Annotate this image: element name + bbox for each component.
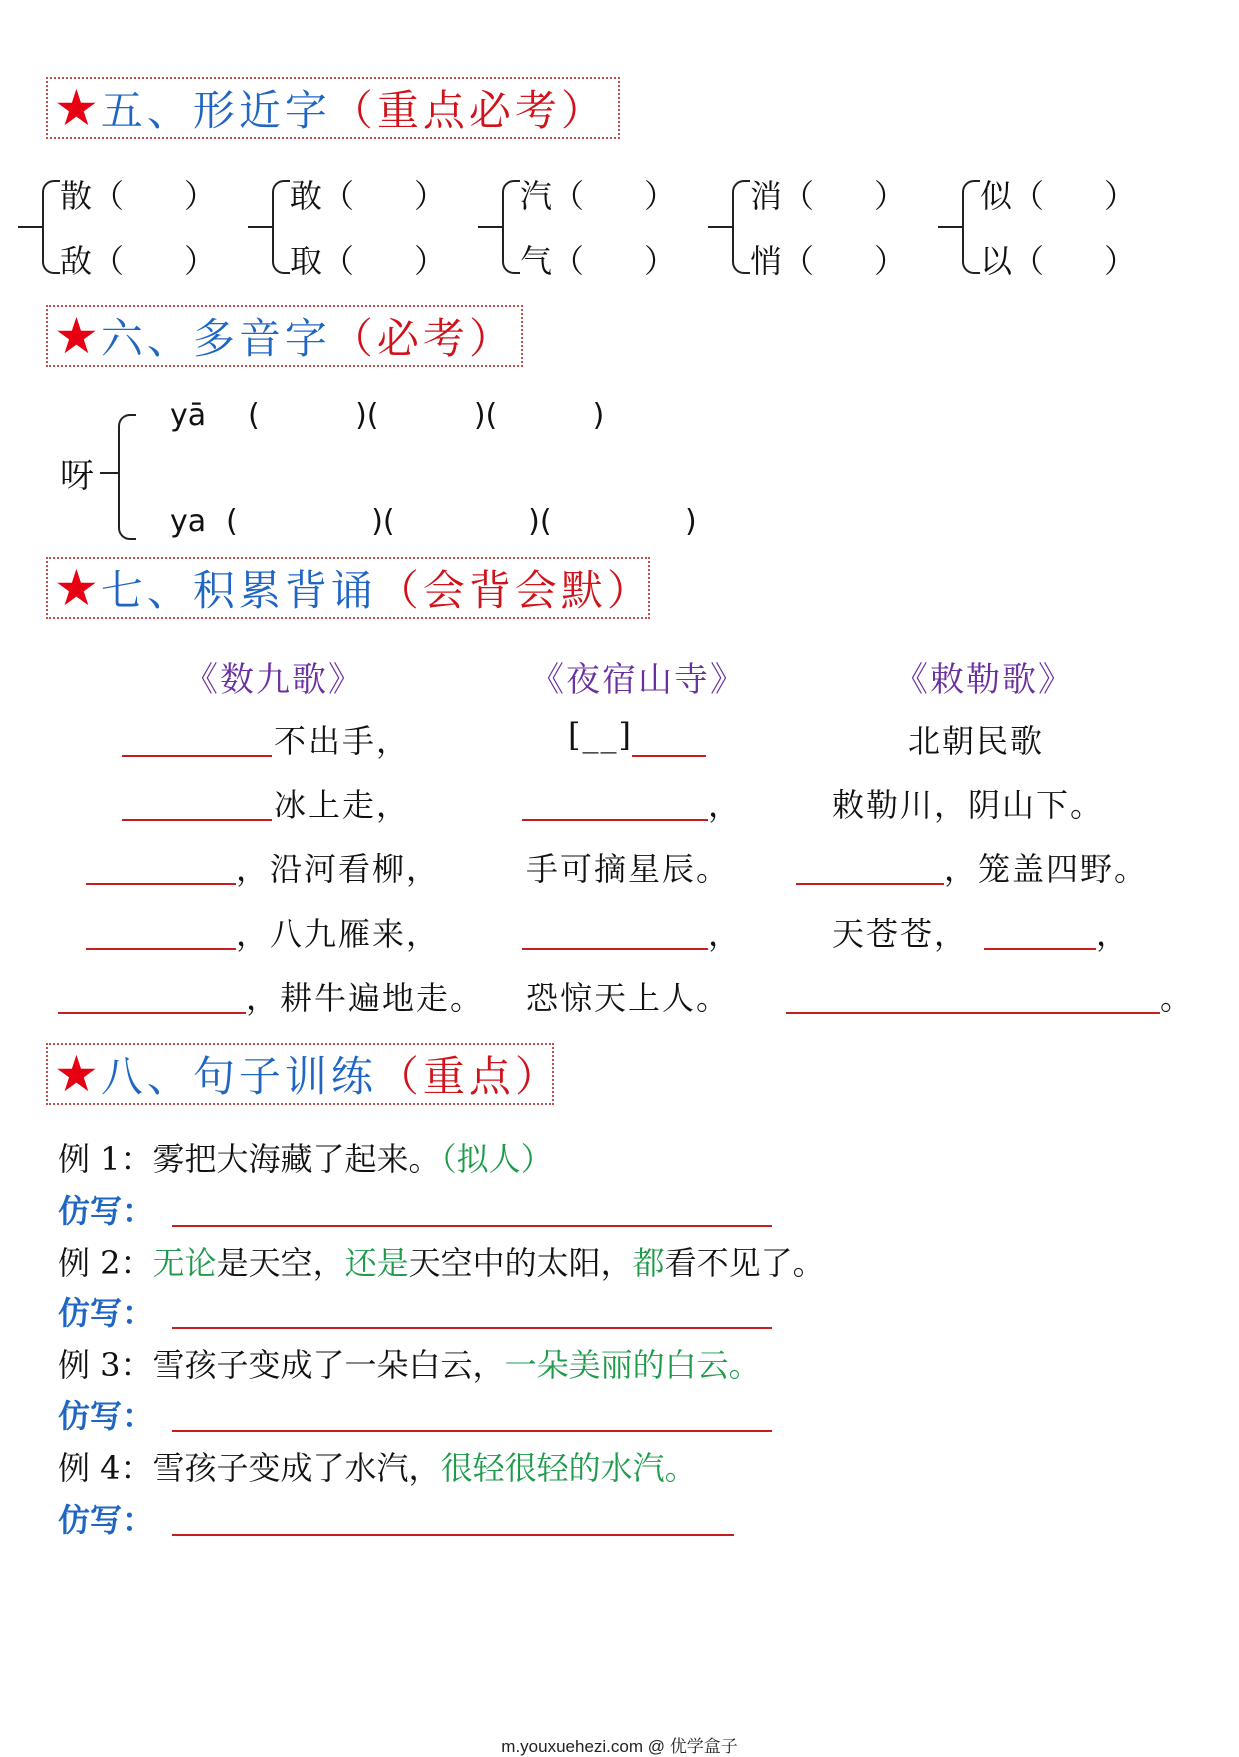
fill-blank[interactable]: [984, 948, 1096, 950]
pair-top-close: ）: [644, 177, 677, 215]
example-label: 例 2：: [58, 1244, 153, 1282]
example-keyword: 还是: [344, 1244, 409, 1282]
example-hint: （拟人）: [440, 1140, 553, 1178]
imitate-label: 仿写：: [58, 1397, 155, 1435]
section-6-header: [46, 305, 523, 367]
star-icon: ★: [54, 1045, 99, 1103]
star-icon: ★: [54, 559, 99, 617]
pair-top-close: ）: [414, 177, 447, 215]
poem-line: 。: [1160, 979, 1195, 1017]
example-keyword: 无论: [152, 1244, 217, 1282]
pair-connector: [18, 226, 44, 228]
section-title: 五、形近字: [100, 86, 331, 135]
example-text: 是天空，: [216, 1244, 345, 1282]
section-subtitle: （重点）: [376, 1052, 561, 1101]
pair-bracket: [502, 180, 520, 274]
poem-line: ，: [1096, 915, 1131, 953]
example-keyword: 都: [632, 1244, 665, 1282]
fill-blank[interactable]: [58, 1012, 246, 1014]
pair-bottom-close: ）: [1104, 242, 1137, 280]
section-8-header: [46, 1043, 561, 1105]
imitate-blank[interactable]: [172, 1534, 734, 1536]
pair-bottom-close: ）: [874, 242, 907, 280]
pair-bottom-close: ）: [414, 242, 447, 280]
poem-title-yesushansi: 《夜宿山寺》: [530, 660, 746, 700]
poem-line: 不出手，: [274, 722, 411, 760]
poem-line: ，: [708, 786, 743, 824]
pair-top-close: ）: [874, 177, 907, 215]
poem-title-chilege: 《敕勒歌》: [894, 660, 1074, 700]
pair-top-close: ）: [184, 177, 217, 215]
example-text: 雾把大海藏了起来。: [152, 1140, 441, 1178]
pair-connector: [938, 226, 964, 228]
polyphone-char: 呀: [60, 456, 94, 496]
example-highlight: 一朵美丽的白云。: [504, 1346, 761, 1384]
pair-bottom-char: 气（: [520, 242, 585, 280]
fill-blank[interactable]: [522, 948, 708, 950]
pair-bottom-char: 取（: [290, 242, 355, 280]
fill-blank[interactable]: [796, 883, 944, 885]
imitate-label: 仿写：: [58, 1501, 155, 1539]
pair-bracket: [42, 180, 60, 274]
fill-blank[interactable]: [632, 755, 706, 757]
poem-line: ，耕牛遍地走。: [246, 979, 485, 1017]
section-title: 八、句子训练: [100, 1052, 377, 1101]
example-text: 看不见了。: [664, 1244, 825, 1282]
pinyin-ya-slots: ( )( )( ): [226, 504, 697, 539]
imitate-blank[interactable]: [172, 1430, 772, 1432]
pair-bottom-char: 以（: [980, 242, 1045, 280]
polyphone-connector: [100, 472, 120, 474]
fill-blank[interactable]: [122, 755, 272, 757]
example-label: 例 1：: [58, 1140, 153, 1178]
poem-line: 恐惊天上人。: [526, 979, 731, 1017]
poem-line: ，八九雁来，: [236, 915, 441, 953]
section-title: 六、多音字: [100, 314, 331, 363]
star-icon: ★: [54, 79, 99, 137]
pair-bracket: [272, 180, 290, 274]
section-5-header: [46, 77, 620, 139]
poem-line: 天苍苍，: [832, 915, 969, 953]
pinyin-ya1-slots: ( )( )( ): [248, 398, 605, 433]
imitate-label: 仿写：: [58, 1192, 155, 1230]
poem-line: ，沿河看柳，: [236, 850, 441, 888]
example-4: [58, 1443, 697, 1489]
pinyin-ya: ya: [170, 504, 207, 539]
example-2: [58, 1238, 825, 1284]
section-subtitle: （重点必考）: [330, 86, 607, 135]
pair-bottom-char: 敌（: [60, 242, 125, 280]
poem-line: ，: [708, 915, 743, 953]
section-subtitle: （会背会默）: [376, 566, 653, 615]
pair-top-char: 敢（: [290, 177, 355, 215]
poem-line: 敕勒川，阴山下。: [832, 786, 1105, 824]
poem-title-shujiuge: 《数九歌》: [184, 660, 364, 700]
example-label: 例 4：: [58, 1449, 153, 1487]
pair-top-char: 似（: [980, 177, 1045, 215]
pair-connector: [248, 226, 274, 228]
pair-top-char: 散（: [60, 177, 125, 215]
star-icon: ★: [54, 307, 99, 365]
pair-bracket: [962, 180, 980, 274]
imitate-label: 仿写：: [58, 1294, 155, 1332]
fill-blank[interactable]: [122, 819, 272, 821]
fill-blank[interactable]: [86, 948, 236, 950]
pair-bracket: [732, 180, 750, 274]
example-text: 雪孩子变成了一朵白云，: [152, 1346, 505, 1384]
pair-top-char: 汽（: [520, 177, 585, 215]
polyphone-bracket: [118, 414, 136, 540]
imitate-blank[interactable]: [172, 1225, 772, 1227]
poem-line: 手可摘星辰。: [526, 850, 731, 888]
poem-line: ，笼盖四野。: [944, 850, 1149, 888]
section-title: 七、积累背诵: [100, 566, 377, 615]
pair-connector: [478, 226, 504, 228]
footer-watermark: m.youxuehezi.com @ 优学盒子: [501, 1737, 738, 1756]
poem-author: 北朝民歌: [908, 722, 1045, 760]
poem-line: 冰上走，: [274, 786, 411, 824]
pair-top-char: 消（: [750, 177, 815, 215]
imitate-blank[interactable]: [172, 1327, 772, 1329]
example-highlight: 很轻很轻的水汽。: [440, 1449, 697, 1487]
pair-connector: [708, 226, 734, 228]
example-label: 例 3：: [58, 1346, 153, 1384]
pair-bottom-char: 悄（: [750, 242, 815, 280]
fill-blank[interactable]: [786, 1012, 1160, 1014]
pinyin-ya1: yā: [170, 398, 207, 433]
section-7-header: [46, 557, 653, 619]
pair-bottom-close: ）: [184, 242, 217, 280]
example-1: [58, 1134, 553, 1180]
example-text: 雪孩子变成了水汽，: [152, 1449, 441, 1487]
pair-top-close: ）: [1104, 177, 1137, 215]
fill-blank[interactable]: [522, 819, 708, 821]
example-text: 天空中的太阳，: [408, 1244, 633, 1282]
fill-blank[interactable]: [86, 883, 236, 885]
example-3: [58, 1340, 761, 1386]
author-bracket: [__]: [568, 716, 633, 754]
section-subtitle: （必考）: [330, 314, 515, 363]
pair-bottom-close: ）: [644, 242, 677, 280]
